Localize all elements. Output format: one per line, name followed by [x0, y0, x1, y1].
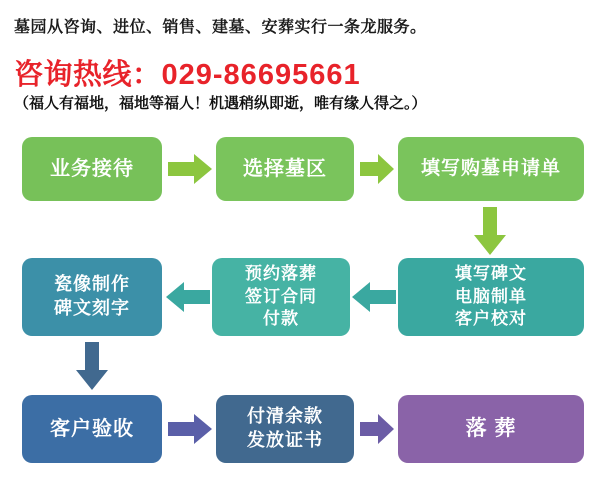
hotline: [14, 52, 361, 93]
node-line: 客户校对: [455, 309, 527, 329]
node-line: 选择墓区: [243, 157, 327, 180]
hotline-label: 咨询热线：: [14, 59, 162, 91]
node-line: 预约落葬: [245, 264, 317, 284]
flow-node-inscription-proof: [398, 258, 584, 336]
node-line: 填写购墓申请单: [420, 158, 561, 180]
flow-node-business-reception: [22, 137, 162, 201]
node-line: 业务接待: [50, 157, 134, 180]
node-line: 签订合同: [245, 286, 317, 306]
node-line: 客户验收: [50, 417, 134, 440]
page-subline: （福人有福地，福地等福人！机遇稍纵即逝，唯有缘人得之。）: [14, 95, 427, 112]
arrow-down-1: [474, 207, 506, 255]
node-line: 填写碑文: [455, 264, 527, 284]
flow-node-final-payment: [216, 395, 354, 463]
arrow-left-2: [166, 282, 210, 312]
flow-node-porcelain-carving: [22, 258, 162, 336]
node-line: 付清余款: [247, 406, 323, 427]
arrow-right-1: [168, 154, 212, 184]
arrow-right-4: [360, 414, 394, 444]
arrow-left-1: [352, 282, 396, 312]
node-line: 落 葬: [465, 417, 517, 441]
flow-node-select-area: [216, 137, 354, 201]
flow-node-booking-contract: [212, 258, 350, 336]
flow-node-application-form: [398, 137, 584, 201]
arrow-right-2: [360, 154, 394, 184]
arrow-down-2: [76, 342, 108, 390]
node-line: 发放证书: [247, 430, 323, 450]
node-line: 瓷像制作: [54, 274, 130, 295]
flow-node-burial: [398, 395, 584, 463]
hotline-number: 029-86695661: [161, 59, 361, 91]
arrow-right-3: [168, 414, 212, 444]
node-line: 电脑制单: [455, 286, 527, 306]
node-line: 付款: [263, 309, 299, 329]
node-line: 碑文刻字: [54, 298, 130, 318]
page-headline: 墓园从咨询、进位、销售、建墓、安葬实行一条龙服务。: [14, 19, 427, 36]
flow-node-customer-acceptance: [22, 395, 162, 463]
